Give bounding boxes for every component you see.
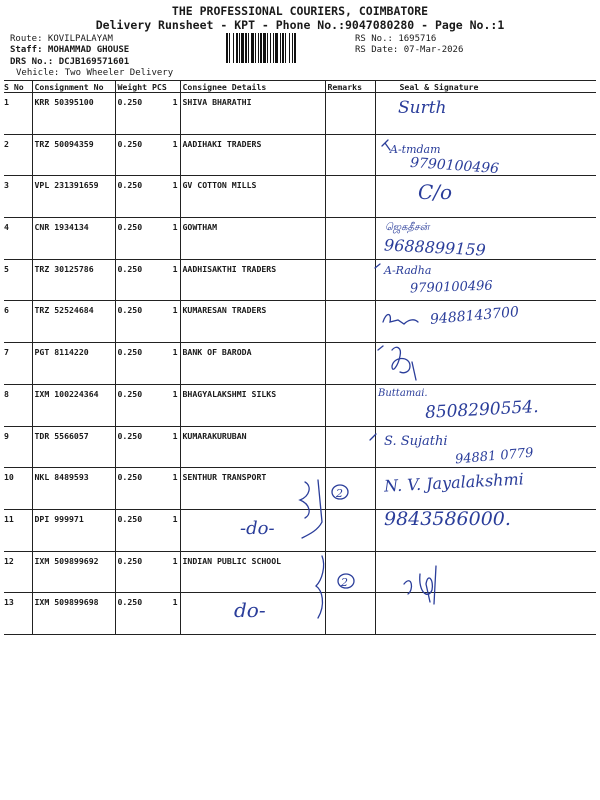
cell-consignee: KUMARESAN TRADERS (180, 301, 325, 343)
col-signature: Seal & Signature (375, 81, 596, 93)
cell-consignment: KRR 50395100 (32, 93, 115, 135)
cell-weight: 0.250 (115, 509, 150, 551)
col-sno: S No (4, 81, 32, 93)
ditto-row13: do- (234, 598, 266, 622)
circled-number-2: 2 (341, 576, 348, 589)
cell-pcs: 1 (150, 384, 180, 426)
col-weight: Weight (115, 81, 150, 93)
phone-row2: 9790100496 (409, 154, 500, 178)
signature-row2: A-tmdam (390, 143, 441, 156)
cell-pcs: 1 (150, 343, 180, 385)
runsheet-title: Delivery Runsheet - KPT - Phone No.:9047080280 - Page No.:1 (95, 18, 505, 32)
cell-consignment: VPL 231391659 (32, 176, 115, 218)
cell-pcs: 1 (150, 468, 180, 510)
signature-row3: C/o (418, 180, 453, 204)
cell-weight: 0.250 (115, 426, 150, 468)
col-consignment: Consignment No (32, 81, 115, 93)
phone-row6: 9488143700 (429, 304, 520, 328)
col-consignee: Consignee Details (180, 81, 325, 93)
cell-sno: 6 (4, 301, 32, 343)
vehicle-label: Vehicle: Two Wheeler Delivery (16, 68, 174, 78)
cell-consignee: KUMARAKURUBAN (180, 426, 325, 468)
cell-pcs: 1 (150, 176, 180, 218)
cell-weight: 0.250 (115, 343, 150, 385)
cell-consignment: DPI 999971 (32, 509, 115, 551)
cell-sno: 1 (4, 93, 32, 135)
cell-consignee: INDIAN PUBLIC SCHOOL (180, 551, 325, 593)
cell-sno: 5 (4, 259, 32, 301)
cell-consignment: NKL 8489593 (32, 468, 115, 510)
signature-row9: S. Sujathi (384, 434, 448, 449)
cell-weight: 0.250 (115, 176, 150, 218)
phone-row11: 9843586000. (384, 508, 511, 530)
cell-sno: 13 (4, 593, 32, 635)
circled-number-1: 2 (336, 487, 343, 500)
cell-weight: 0.250 (115, 468, 150, 510)
signature-row8: Buttamai. (378, 388, 428, 399)
cell-pcs: 1 (150, 593, 180, 635)
staff-label: Staff: MOHAMMAD GHOUSE (10, 45, 130, 55)
cell-consignment: PGT 8114220 (32, 343, 115, 385)
cell-consignment: IXM 509899692 (32, 551, 115, 593)
cell-consignment: CNR 1934134 (32, 218, 115, 260)
cell-sno: 3 (4, 176, 32, 218)
drs-number: DRS No.: DCJB169571601 (10, 57, 130, 67)
cell-weight: 0.250 (115, 93, 150, 135)
phone-row9: 94881 0779 (454, 445, 535, 468)
cell-pcs: 1 (150, 551, 180, 593)
cell-consignment: TRZ 30125786 (32, 259, 115, 301)
phone-row5: 9790100496 (409, 278, 493, 297)
rs-date: RS Date: 07-Mar-2026 (355, 45, 464, 55)
cell-consignment: TDR 5566057 (32, 426, 115, 468)
signature-row1: Surth (398, 98, 447, 118)
cell-consignee: GV COTTON MILLS (180, 176, 325, 218)
company-title: THE PROFESSIONAL COURIERS, COIMBATORE (171, 4, 429, 18)
cell-consignee: GOWTHAM (180, 218, 325, 260)
cell-sno: 9 (4, 426, 32, 468)
cell-sno: 12 (4, 551, 32, 593)
cell-consignment: IXM 100224364 (32, 384, 115, 426)
cell-consignee: BHAGYALAKSHMI SILKS (180, 384, 325, 426)
cell-sno: 7 (4, 343, 32, 385)
cell-consignee: BANK OF BARODA (180, 343, 325, 385)
cell-weight: 0.250 (115, 301, 150, 343)
cell-pcs: 1 (150, 218, 180, 260)
rs-number: RS No.: 1695716 (355, 34, 437, 44)
signature-row4: ஜெகதீசன் (385, 222, 430, 233)
cell-sno: 4 (4, 218, 32, 260)
cell-pcs: 1 (150, 93, 180, 135)
cell-pcs: 1 (150, 426, 180, 468)
col-remarks: Remarks (325, 81, 375, 93)
cell-pcs: 1 (150, 134, 180, 176)
cell-consignee: AADIHAKI TRADERS (180, 134, 325, 176)
cell-sno: 10 (4, 468, 32, 510)
cell-sno: 8 (4, 384, 32, 426)
cell-consignment: IXM 509899698 (32, 593, 115, 635)
cell-sno: 2 (4, 134, 32, 176)
cell-pcs: 1 (150, 301, 180, 343)
route-label: Route: KOVILPALAYAM (10, 34, 113, 44)
cell-consignee: SENTHUR TRANSPORT (180, 468, 325, 510)
cell-consignment: TRZ 50094359 (32, 134, 115, 176)
signature-row5: A-Radha (384, 264, 432, 277)
cell-consignee: SHIVA BHARATHI (180, 93, 325, 135)
cell-pcs: 1 (150, 259, 180, 301)
cell-weight: 0.250 (115, 593, 150, 635)
cell-weight: 0.250 (115, 134, 150, 176)
cell-sno: 11 (4, 509, 32, 551)
ditto-row11: -do- (240, 518, 275, 539)
cell-weight: 0.250 (115, 384, 150, 426)
cell-weight: 0.250 (115, 259, 150, 301)
cell-pcs: 1 (150, 509, 180, 551)
phone-row8: 8508290554. (424, 397, 540, 423)
cell-weight: 0.250 (115, 218, 150, 260)
signature-row10: N. V. Jayalakshmi (383, 469, 525, 496)
cell-consignment: TRZ 52524684 (32, 301, 115, 343)
phone-row4: 9688899159 (383, 235, 487, 260)
cell-weight: 0.250 (115, 551, 150, 593)
cell-consignee: AADHISAKTHI TRADERS (180, 259, 325, 301)
col-pcs: PCS (150, 81, 180, 93)
